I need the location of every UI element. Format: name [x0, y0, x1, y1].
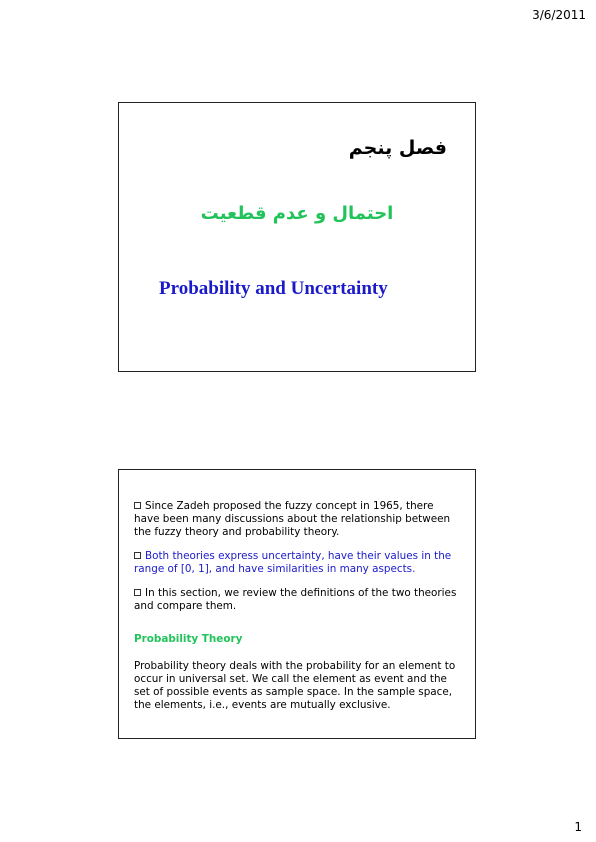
header-date: 3/6/2011: [532, 8, 586, 22]
page-number: 1: [574, 820, 582, 834]
bullet-text: In this section, we review the definitions of the two theories and compare them.: [134, 587, 457, 612]
checkbox-bullet-icon: [134, 589, 141, 596]
checkbox-bullet-icon: [134, 552, 141, 559]
checkbox-bullet-icon: [134, 502, 141, 509]
slide-title: [118, 102, 476, 372]
bullet-text: Since Zadeh proposed the fuzzy concept in 1965, there have been many discussions about the relationship between the fuzzy theory and probability theory.: [134, 500, 451, 538]
chapter-title-english: Probability and Uncertainty: [159, 278, 388, 299]
body-paragraph: Probability theory deals with the probability for an element to occur in universal set. We call the element as event and the set of possible events as sample space. In the sample space, the elements, i.e., events are mutually exclusive.: [134, 660, 456, 711]
bullet-item: [134, 587, 461, 613]
bullet-item: [134, 550, 461, 576]
bullet-text: Both theories express uncertainty, have their values in the range of [0, 1], and have similarities in many aspects.: [134, 550, 452, 575]
section-heading: Probability Theory: [134, 633, 243, 645]
bullet-item: [134, 500, 461, 539]
chapter-subtitle-persian: احتمال و عدم قطعیت: [200, 203, 394, 224]
slide-content: [118, 469, 476, 739]
slide-body: [134, 500, 461, 723]
chapter-title-persian: فصل پنجم: [348, 137, 447, 159]
